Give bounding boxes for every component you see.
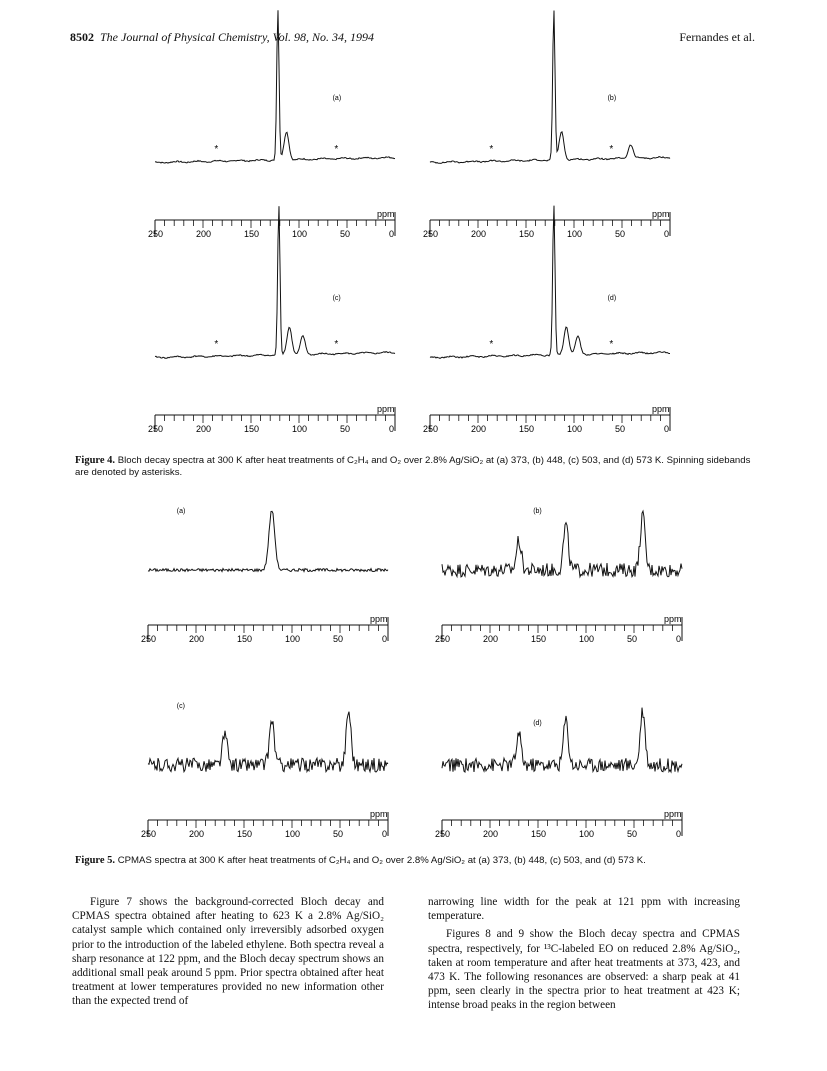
body-left-column	[72, 895, 384, 1009]
figure5-caption	[75, 855, 755, 867]
panel-label: (a)	[176, 508, 186, 515]
axis-tick-label: 100	[292, 229, 308, 239]
axis-tick-label: 150	[519, 229, 535, 239]
figure5-caption-text: CPMAS spectra at 300 K after heat treatments of C₂H₄ and O₂ over 2.8% Ag/SiO₂ at (a) 373, (b) 448, (c) 503, and (d) 573 K.	[117, 855, 646, 866]
axis-tick-label: 50	[615, 229, 626, 239]
figure4-panel-b	[425, 55, 680, 250]
axis-tick-label: 200	[483, 634, 499, 644]
page-header	[70, 30, 755, 48]
axis-unit-label: ppm	[652, 209, 670, 219]
panel-label: (c)	[332, 295, 341, 302]
axis-tick-label: 0	[664, 424, 670, 434]
axis-tick-label: 0	[389, 229, 395, 239]
axis-tick-label: 200	[189, 829, 205, 839]
figure5-caption-label: Figure 5.	[75, 855, 116, 866]
axis-tick-label: 100	[292, 424, 308, 434]
body-right-column	[428, 895, 740, 1013]
axis-tick-label: 250	[435, 634, 451, 644]
axis-tick-label: 100	[567, 229, 583, 239]
paragraph: Figure 7 shows the background-corrected Bloch decay and CPMAS spectra obtained after heating to 623 K a 2.8% Ag/SiO₂ catalyst sample which contained only irreversibly adsorbed oxygen prior to the introduction of the labeled ethylene. Both spectra reveal a sharp resonance at 122 ppm, and the Bloch decay spectrum shows an additional small peak around 5 ppm. Prior spectra obtained after heat treatment at lower temperatures provided no new information other than the expected trend of	[72, 896, 384, 1008]
axis-tick-label: 50	[340, 424, 351, 434]
axis-tick-label: 150	[244, 424, 260, 434]
axis-unit-label: ppm	[377, 209, 395, 219]
figure4-panel-c	[150, 255, 405, 445]
axis-tick-label: 100	[579, 634, 595, 644]
page-number: 8502	[70, 30, 94, 44]
figure4-panel-d	[425, 255, 680, 445]
axis-tick-label: 100	[579, 829, 595, 839]
figure4-caption-label: Figure 4.	[75, 455, 116, 466]
axis-tick-label: 0	[382, 829, 388, 839]
axis-tick-label: 200	[471, 229, 487, 239]
axis-tick-label: 250	[435, 829, 451, 839]
spinning-sideband-marker: *	[334, 339, 339, 350]
axis-tick-label: 200	[471, 424, 487, 434]
axis-tick-label: 100	[285, 829, 301, 839]
axis-tick-label: 50	[615, 424, 626, 434]
axis-tick-label: 250	[141, 634, 157, 644]
axis-tick-label: 200	[196, 229, 212, 239]
spectrum-line	[442, 708, 682, 772]
axis-tick-label: 150	[531, 829, 547, 839]
axis-tick-label: 250	[423, 424, 439, 434]
panel-label: (a)	[332, 95, 342, 102]
axis-unit-label: ppm	[370, 614, 388, 624]
paragraph: narrowing line width for the peak at 121 ppm with increasing temperature.	[428, 896, 740, 923]
axis-unit-label: ppm	[377, 404, 395, 414]
axis-tick-label: 100	[567, 424, 583, 434]
axis-tick-label: 0	[676, 829, 682, 839]
axis-tick-label: 150	[519, 424, 535, 434]
figure5-panel-a	[143, 495, 398, 655]
axis-tick-label: 250	[148, 424, 164, 434]
figure5-panel-b	[437, 495, 692, 655]
axis-tick-label: 250	[423, 229, 439, 239]
spinning-sideband-marker: *	[334, 144, 339, 155]
axis-tick-label: 50	[333, 634, 344, 644]
axis-tick-label: 50	[333, 829, 344, 839]
axis-tick-label: 200	[189, 634, 205, 644]
axis-tick-label: 50	[340, 229, 351, 239]
figure5-panel-d	[437, 690, 692, 850]
spinning-sideband-marker: *	[214, 339, 219, 350]
panel-label: (b)	[607, 95, 617, 102]
axis-unit-label: ppm	[664, 809, 682, 819]
axis-tick-label: 200	[196, 424, 212, 434]
axis-tick-label: 200	[483, 829, 499, 839]
axis-tick-label: 50	[627, 829, 638, 839]
author-running-head: Fernandes et al.	[679, 30, 755, 44]
axis-tick-label: 150	[244, 229, 260, 239]
axis-tick-label: 150	[531, 634, 547, 644]
axis-tick-label: 0	[676, 634, 682, 644]
figure4-caption-text: Bloch decay spectra at 300 K after heat treatments of C₂H₄ and O₂ over 2.8% Ag/SiO₂ at (a) 373, (b) 448, (c) 503, and (d) 573 K. Spinning sidebands are denoted by asterisks.	[75, 455, 751, 478]
figure4-panel-a	[150, 55, 405, 250]
panel-label: (d)	[533, 720, 542, 727]
spectrum-line	[442, 511, 682, 577]
running-head	[70, 30, 374, 45]
spinning-sideband-marker: *	[489, 144, 494, 155]
axis-unit-label: ppm	[652, 404, 670, 414]
axis-unit-label: ppm	[664, 614, 682, 624]
spectrum-line	[148, 712, 388, 772]
panel-label: (c)	[176, 703, 185, 710]
paragraph: Figures 8 and 9 show the Bloch decay spectra and CPMAS spectra, respectively, for ¹³C-labeled EO on reduced 2.8% Ag/SiO₂, taken at room temperature and after heat treatments at 373, 423, and 473 K. The following resonances are observed: a sharp peak at 41 ppm, seen clearly in the spectra prior to heat treatment at 423 K; intense broad peaks in the region between	[428, 928, 740, 1012]
spinning-sideband-marker: *	[214, 144, 219, 155]
axis-tick-label: 250	[141, 829, 157, 839]
journal-title: The Journal of Physical Chemistry, Vol. 98, No. 34, 1994	[100, 30, 374, 44]
spectrum-line	[148, 511, 388, 571]
axis-tick-label: 0	[382, 634, 388, 644]
axis-tick-label: 150	[237, 829, 253, 839]
panel-label: (b)	[533, 508, 542, 515]
spinning-sideband-marker: *	[609, 339, 614, 350]
axis-tick-label: 0	[389, 424, 395, 434]
figure4-caption	[75, 455, 755, 479]
panel-label: (d)	[607, 295, 617, 302]
spinning-sideband-marker: *	[609, 144, 614, 155]
spinning-sideband-marker: *	[489, 339, 494, 350]
axis-unit-label: ppm	[370, 809, 388, 819]
figure5-panel-c	[143, 690, 398, 850]
axis-tick-label: 100	[285, 634, 301, 644]
axis-tick-label: 250	[148, 229, 164, 239]
axis-tick-label: 0	[664, 229, 670, 239]
axis-tick-label: 150	[237, 634, 253, 644]
axis-tick-label: 50	[627, 634, 638, 644]
